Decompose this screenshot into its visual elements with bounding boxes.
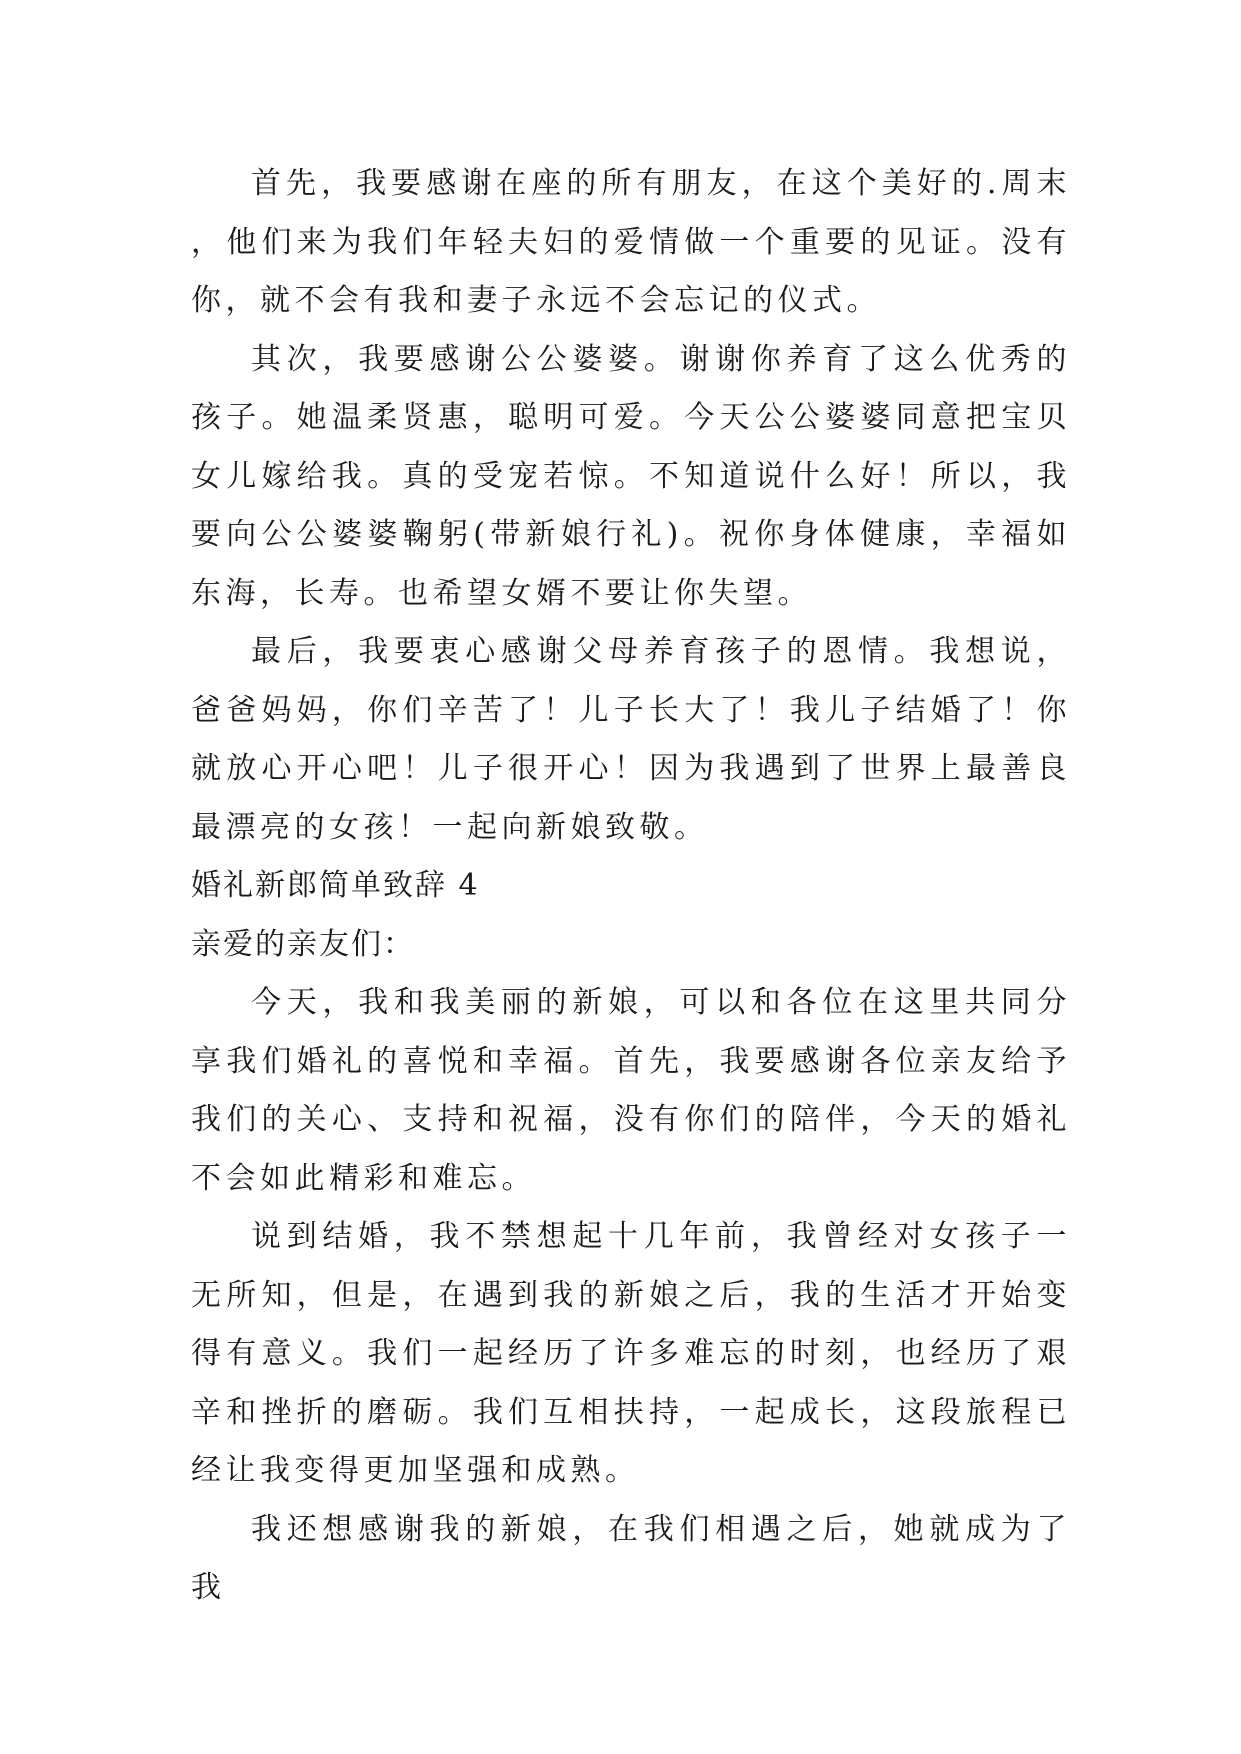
paragraph-thanks-friends: 首先，我要感谢在座的所有朋友，在这个美好的.周末，他们来为我们年轻夫妇的爱情做一个重要的见证。没有你，就不会有我和妻子永远不会忘记的仪式。 (191, 166, 1071, 318)
salutation: 亲爱的亲友们： (191, 926, 415, 962)
paragraph-share-joy: 今天，我和我美丽的新娘，可以和各位在这里共同分享我们婚礼的喜悦和幸福。首先，我要感谢各位亲友给予我们的关心、支持和祝福，没有你们的陪伴，今天的婚礼不会如此精彩和难忘。 (191, 985, 1071, 1196)
section-heading: 婚礼新郎简单致辞 4 (191, 868, 480, 903)
paragraph-thanks-in-laws: 其次，我要感谢公公婆婆。谢谢你养育了这么优秀的孩子。她温柔贤惠，聪明可爱。今天公公婆婆同意把宝贝女儿嫁给我。真的受宠若惊。不知道说什么好！所以，我要向公公婆婆鞠躬(带新娘行礼)。祝你身体健康，幸福如东海，长寿。也希望女婿不要让你失望。 (191, 341, 1071, 611)
paragraph-thanks-bride: 我还想感谢我的新娘，在我们相遇之后，她就成为了我 (191, 1511, 1071, 1605)
document-page (191, 155, 1071, 1618)
paragraph-about-marriage: 说到结婚，我不禁想起十几年前，我曾经对女孩子一无所知，但是，在遇到我的新娘之后，我的生活才开始变得有意义。我们一起经历了许多难忘的时刻，也经历了艰辛和挫折的磨砺。我们互相扶持，一起成长，这段旅程已经让我变得更加坚强和成熟。 (191, 1219, 1071, 1488)
paragraph-thanks-parents: 最后，我要衷心感谢父母养育孩子的恩情。我想说，爸爸妈妈，你们辛苦了！儿子长大了！我儿子结婚了！你就放心开心吧！儿子很开心！因为我遇到了世界上最善良最漂亮的女孩！一起向新娘致敬。 (191, 634, 1071, 845)
